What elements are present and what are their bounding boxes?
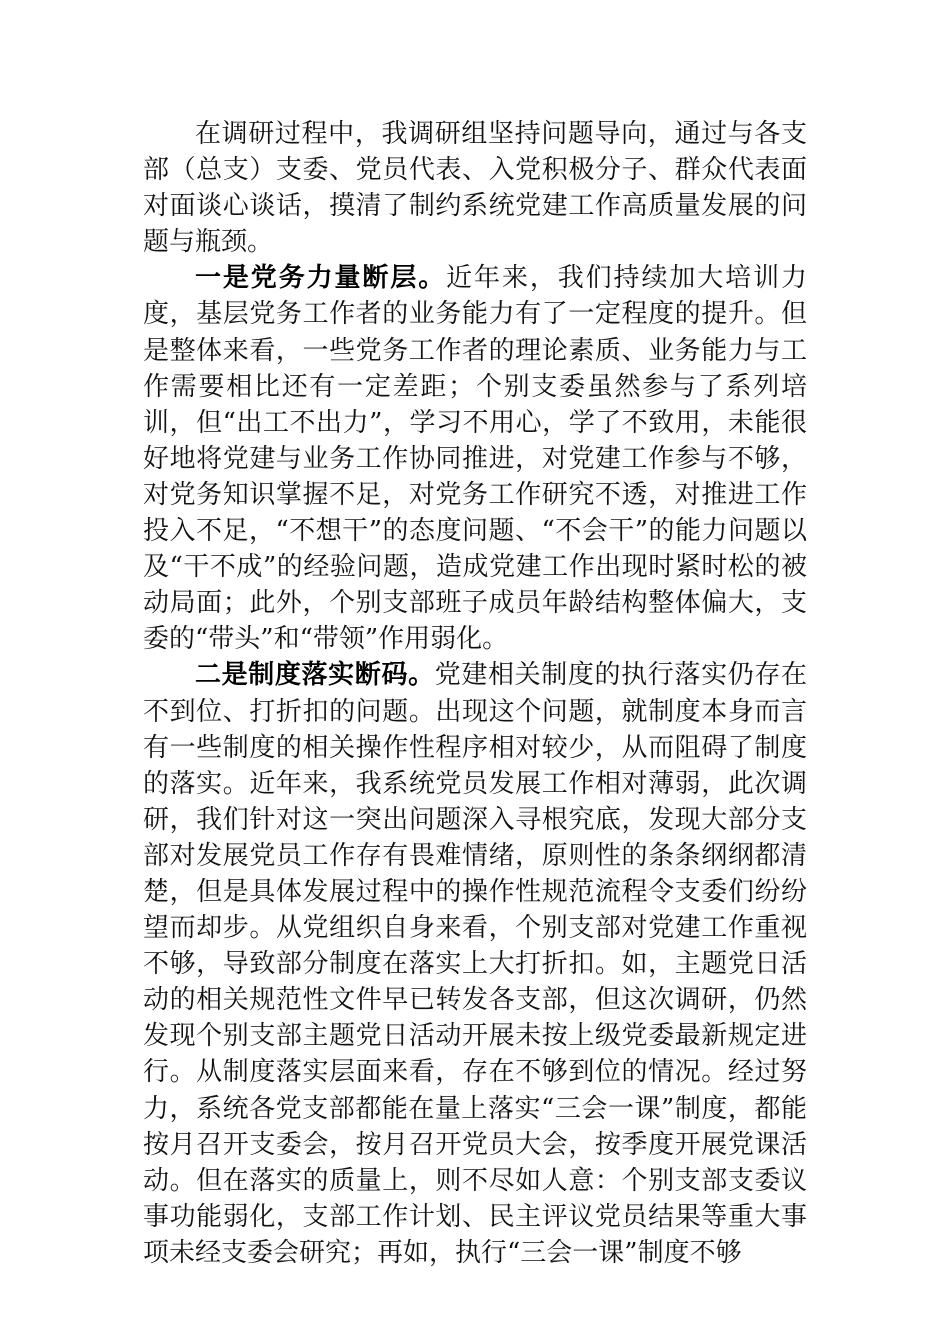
- system-implementation-paragraph: [143, 657, 807, 1271]
- document-page: [143, 116, 807, 1271]
- intro-paragraph-text: 在调研过程中，我调研组坚持问题导向，通过与各支部（总支）支委、党员代表、入党积极分子、群众代表面对面谈心谈话，摸清了制约系统党建工作高质量发展的问题与瓶颈。: [143, 119, 807, 258]
- party-affairs-heading: 一是党务力量断层。: [195, 263, 447, 294]
- system-implementation-paragraph-text: 党建相关制度的执行落实仍存在不到位、打折扣的问题。出现这个问题，就制度本身而言有一些制度的相关操作性程序相对较少，从而阻碍了制度的落实。近年来，我系统党员发展工作相对薄弱，此次调研，我们针对这一突出问题深入寻根究底，发现大部分支部对发展党员工作存有畏难情绪，原则性的条条纲纲都清楚，但是具体发展过程中的操作性规范流程令支委们纷纷望而却步。从党组织自身来看，个别支部对党建工作重视不够，导致部分制度在落实上大打折扣。如，主题党日活动的相关规范性文件早已转发各支部，但这次调研，仍然发现个别支部主题党日活动开展未按上级党委最新规定进行。从制度落实层面来看，存在不够到位的情况。经过努力，系统各党支部都能在量上落实“三会一课”制度，都能按月召开支委会，按月召开党员大会，按季度开展党课活动。但在落实的质量上，则不尽如人意：个别支部支委议事功能弱化，支部工作计划、民主评议党员结果等重大事项未经支委会研究；再如，执行“三会一课”制度不够: [143, 660, 807, 1268]
- party-affairs-paragraph-text: 近年来，我们持续加大培训力度，基层党务工作者的业务能力有了一定程度的提升。但是整体来看，一些党务工作者的理论素质、业务能力与工作需要相比还有一定差距；个别支委虽然参与了系列培训，但“出工不出力”，学习不用心，学了不致用，未能很好地将党建与业务工作协同推进，对党建工作参与不够，对党务知识掌握不足，对党务工作研究不透，对推进工作投入不足，“不想干”的态度问题、“不会干”的能力问题以及“干不成”的经验问题，造成党建工作出现时紧时松的被动局面；此外，个别支部班子成员年龄结构整体偏大，支委的“带头”和“带领”作用弱化。: [143, 263, 807, 655]
- party-affairs-paragraph: [143, 260, 807, 657]
- system-implementation-heading: 二是制度落实断码。: [195, 660, 435, 691]
- intro-paragraph: [143, 116, 807, 260]
